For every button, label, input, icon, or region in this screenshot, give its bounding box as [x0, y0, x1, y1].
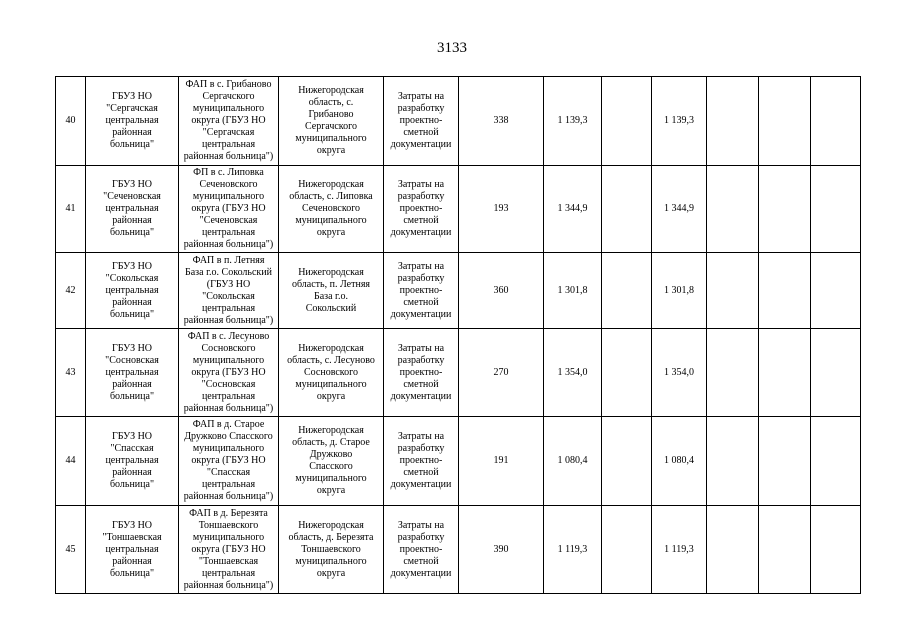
cell-line: "Сосновская [201, 378, 256, 390]
cell-number: 41 [56, 166, 86, 253]
cell-value-2: 1 344,9 [544, 166, 602, 253]
cell-value-2: 1 301,8 [544, 253, 602, 329]
cell-line: "Спасская [206, 467, 251, 478]
cell-line: Тоншаевского [198, 519, 259, 531]
cell-line: больница" [109, 308, 155, 320]
cell-object [179, 506, 279, 594]
cell-location [279, 77, 384, 166]
cell-line: центральная [105, 543, 159, 555]
cell-value-4: 1 354,0 [652, 329, 707, 417]
cell-line: область, с. Липовка [289, 191, 373, 202]
cell-line: Нижегородская [298, 342, 364, 354]
cell-line: ФАП в д. Березята [189, 507, 268, 519]
cell-line: область, п. Летняя [291, 278, 371, 290]
cell-organization [86, 417, 179, 506]
cell-line: центральная [105, 115, 159, 126]
cell-line: муниципального [295, 378, 367, 390]
cell-line: Сергачского [202, 91, 255, 102]
cell-empty [759, 166, 811, 253]
cell-empty [707, 77, 759, 166]
cell-line: "Сосновская [105, 354, 159, 366]
cell-line: районная больница") [183, 579, 274, 591]
cell-line: районная больница") [183, 239, 274, 250]
table-row [56, 77, 861, 166]
cell-line: ФАП в с. Лесуново [187, 330, 270, 342]
cell-line: больница" [109, 479, 155, 490]
cell-value-1: 270 [459, 329, 544, 417]
cell-line: муниципального [192, 443, 265, 454]
cell-empty [811, 253, 861, 329]
cell-organization [86, 506, 179, 594]
cell-line: проектно- [399, 543, 443, 555]
cell-line: больница" [109, 390, 155, 402]
cell-empty [759, 417, 811, 506]
cell-number: 44 [56, 417, 86, 506]
cell-line: больница" [109, 567, 155, 579]
cell-empty [707, 253, 759, 329]
cell-line: Тоншаевского [301, 543, 361, 555]
cell-purpose [384, 77, 459, 166]
cell-empty [811, 77, 861, 166]
cell-line: Затраты на [397, 260, 445, 272]
table-row [56, 417, 861, 506]
cell-empty [707, 417, 759, 506]
cell-line: сметной [403, 215, 439, 226]
cell-line: муниципального [295, 473, 367, 484]
cell-line: округа (ГБУЗ НО [191, 366, 266, 378]
cell-line: центральная [201, 302, 256, 314]
cell-line: разработку [397, 531, 445, 543]
cell-line: районная [112, 555, 152, 567]
cell-empty [759, 329, 811, 417]
cell-line: Затраты на [397, 342, 445, 354]
cell-number: 42 [56, 253, 86, 329]
cell-organization [86, 253, 179, 329]
cell-line: Нижегородская [298, 179, 364, 190]
cell-line: сметной [403, 467, 439, 478]
cell-line: сметной [403, 555, 439, 567]
cell-line: "Спасская [110, 443, 154, 454]
cell-line: округа [316, 485, 346, 496]
cell-line: муниципального [192, 103, 265, 114]
cell-line: проектно- [399, 203, 443, 214]
cell-number: 45 [56, 506, 86, 594]
cell-line: "Сеченовская [199, 215, 258, 226]
cell-organization [86, 329, 179, 417]
cell-empty [759, 253, 811, 329]
cell-value-3 [602, 417, 652, 506]
cell-line: База г.о. Сокольский [185, 266, 272, 278]
cell-line: муниципального [295, 133, 367, 144]
cell-line: проектно- [399, 284, 443, 296]
cell-line: центральная [201, 139, 256, 150]
cell-line: округа [316, 390, 346, 402]
cell-line: округа [316, 567, 346, 579]
cell-empty [759, 506, 811, 594]
cell-line: разработку [397, 191, 445, 202]
cell-line: округа [316, 227, 346, 238]
cell-line: муниципального [192, 191, 265, 202]
table-row [56, 166, 861, 253]
cell-value-4: 1 119,3 [652, 506, 707, 594]
cell-line: область, с. [308, 97, 354, 108]
cell-object [179, 166, 279, 253]
cell-line: центральная [105, 366, 159, 378]
cell-line: больница" [109, 139, 155, 150]
cell-line: Сокольский [305, 302, 357, 314]
cell-line: центральная [201, 479, 256, 490]
cell-line: Нижегородская [298, 266, 364, 278]
table-body [56, 77, 861, 594]
cell-line: документации [390, 308, 452, 320]
cell-line: ГБУЗ НО [111, 260, 153, 272]
cell-line: сметной [403, 127, 439, 138]
cell-value-1: 338 [459, 77, 544, 166]
cell-line: разработку [397, 103, 445, 114]
cell-line: Грибаново [308, 109, 354, 120]
cell-line: Дружково Спасского [184, 431, 273, 442]
cell-empty [811, 329, 861, 417]
cell-line: центральная [201, 227, 256, 238]
cell-value-4: 1 080,4 [652, 417, 707, 506]
cell-value-3 [602, 253, 652, 329]
cell-value-2: 1 119,3 [544, 506, 602, 594]
cell-line: ГБУЗ НО [111, 519, 153, 531]
cell-line: Нижегородская [298, 85, 364, 96]
cell-location [279, 166, 384, 253]
cell-line: проектно- [399, 455, 443, 466]
cell-line: центральная [105, 455, 159, 466]
cell-line: ФАП в с. Грибаново [185, 79, 272, 90]
cell-line: ГБУЗ НО [111, 91, 153, 102]
cell-empty [707, 506, 759, 594]
cell-value-3 [602, 166, 652, 253]
cell-line: больница" [109, 227, 155, 238]
cell-line: сметной [403, 378, 439, 390]
cell-line: ГБУЗ НО [111, 179, 153, 190]
cell-line: округа (ГБУЗ НО [191, 203, 266, 214]
cell-line: районная [112, 378, 152, 390]
cell-number: 40 [56, 77, 86, 166]
cell-line: районная [112, 467, 152, 478]
cell-value-1: 390 [459, 506, 544, 594]
cell-empty [759, 77, 811, 166]
cell-value-2: 1 354,0 [544, 329, 602, 417]
cell-line: Сосновского [303, 366, 358, 378]
page-number: 3133 [437, 40, 467, 56]
cell-line: "Тоншаевская [102, 531, 162, 543]
cell-value-4: 1 139,3 [652, 77, 707, 166]
cell-line: "Тоншаевская [198, 555, 259, 567]
cell-line: проектно- [399, 115, 443, 126]
cell-line: Сергачского [304, 121, 358, 132]
cell-purpose [384, 166, 459, 253]
cell-organization [86, 77, 179, 166]
cell-line: Спасского [309, 461, 353, 472]
cell-value-3 [602, 506, 652, 594]
cell-value-1: 191 [459, 417, 544, 506]
cell-location [279, 417, 384, 506]
cell-line: База г.о. [313, 290, 349, 302]
cell-empty [811, 166, 861, 253]
cell-line: область, д. Старое [292, 437, 370, 448]
cell-value-3 [602, 77, 652, 166]
cell-line: документации [390, 227, 452, 238]
cell-line: округа (ГБУЗ НО [191, 543, 266, 555]
cell-line: округа [316, 145, 346, 156]
table-row [56, 506, 861, 594]
cell-object [179, 417, 279, 506]
cell-line: сметной [403, 296, 439, 308]
cell-purpose [384, 253, 459, 329]
cell-line: районная больница") [183, 314, 274, 326]
cell-line: разработку [397, 443, 445, 454]
cell-line: районная больница") [183, 151, 274, 162]
cell-value-4: 1 344,9 [652, 166, 707, 253]
cell-value-1: 360 [459, 253, 544, 329]
cell-line: ГБУЗ НО [111, 342, 153, 354]
cell-line: Сеченовского [199, 179, 258, 190]
cell-line: "Сеченовская [103, 191, 161, 202]
cell-object [179, 253, 279, 329]
cell-line: ФАП в д. Старое [192, 419, 265, 430]
cell-line: районная больница") [183, 491, 274, 502]
cell-line: центральная [105, 203, 159, 214]
cell-line: центральная [201, 390, 256, 402]
cell-line: районная [112, 296, 152, 308]
cell-line: ФП в с. Липовка [193, 167, 264, 178]
cell-line: документации [390, 567, 452, 579]
cell-number: 43 [56, 329, 86, 417]
cell-line: округа (ГБУЗ НО [191, 455, 266, 466]
cell-empty [707, 329, 759, 417]
cell-line: центральная [105, 284, 159, 296]
cell-line: Затраты на [397, 179, 445, 190]
cell-line: документации [390, 479, 452, 490]
cell-purpose [384, 506, 459, 594]
cell-line: разработку [397, 354, 445, 366]
cell-line: Затраты на [397, 91, 445, 102]
cell-line: округа (ГБУЗ НО [191, 115, 266, 126]
cell-line: область, д. Березята [288, 531, 374, 543]
cell-line: ГБУЗ НО [111, 431, 153, 442]
cell-line: Сосновского [201, 342, 256, 354]
cell-purpose [384, 417, 459, 506]
cell-empty [811, 506, 861, 594]
cell-line: "Сергачская [106, 103, 158, 114]
cell-value-2: 1 139,3 [544, 77, 602, 166]
cell-line: Нижегородская [298, 519, 364, 531]
cell-line: ФАП в п. Летняя [192, 254, 265, 266]
cell-line: муниципального [192, 354, 265, 366]
cell-empty [811, 417, 861, 506]
cell-line: Затраты на [397, 431, 445, 442]
cell-line: центральная [201, 567, 256, 579]
cell-location [279, 329, 384, 417]
cell-line: районная [112, 215, 152, 226]
cell-value-1: 193 [459, 166, 544, 253]
cell-line: "Сокольская [202, 290, 255, 302]
cell-line: (ГБУЗ НО [206, 278, 251, 290]
cell-empty [707, 166, 759, 253]
cell-line: "Сергачская [202, 127, 255, 138]
cell-organization [86, 166, 179, 253]
cell-line: разработку [397, 272, 445, 284]
cell-line: проектно- [399, 366, 443, 378]
cell-value-2: 1 080,4 [544, 417, 602, 506]
table-row [56, 253, 861, 329]
cell-line: Нижегородская [298, 425, 364, 436]
cell-line: муниципального [295, 555, 367, 567]
cell-object [179, 329, 279, 417]
cell-line: "Сокольская [105, 272, 159, 284]
cell-value-3 [602, 329, 652, 417]
cell-line: документации [390, 139, 452, 150]
cell-line: Дружково [309, 449, 353, 460]
cell-value-4: 1 301,8 [652, 253, 707, 329]
cell-line: Сеченовского [301, 203, 361, 214]
cell-location [279, 506, 384, 594]
cell-purpose [384, 329, 459, 417]
table-row [56, 329, 861, 417]
cell-location [279, 253, 384, 329]
cell-line: муниципального [192, 531, 265, 543]
cell-line: Затраты на [397, 519, 445, 531]
data-table [55, 76, 861, 594]
cell-object [179, 77, 279, 166]
cell-line: документации [390, 390, 452, 402]
cell-line: районная [112, 127, 152, 138]
cell-line: муниципального [295, 215, 367, 226]
cell-line: районная больница") [183, 402, 274, 414]
cell-line: область, с. Лесуново [287, 354, 375, 366]
